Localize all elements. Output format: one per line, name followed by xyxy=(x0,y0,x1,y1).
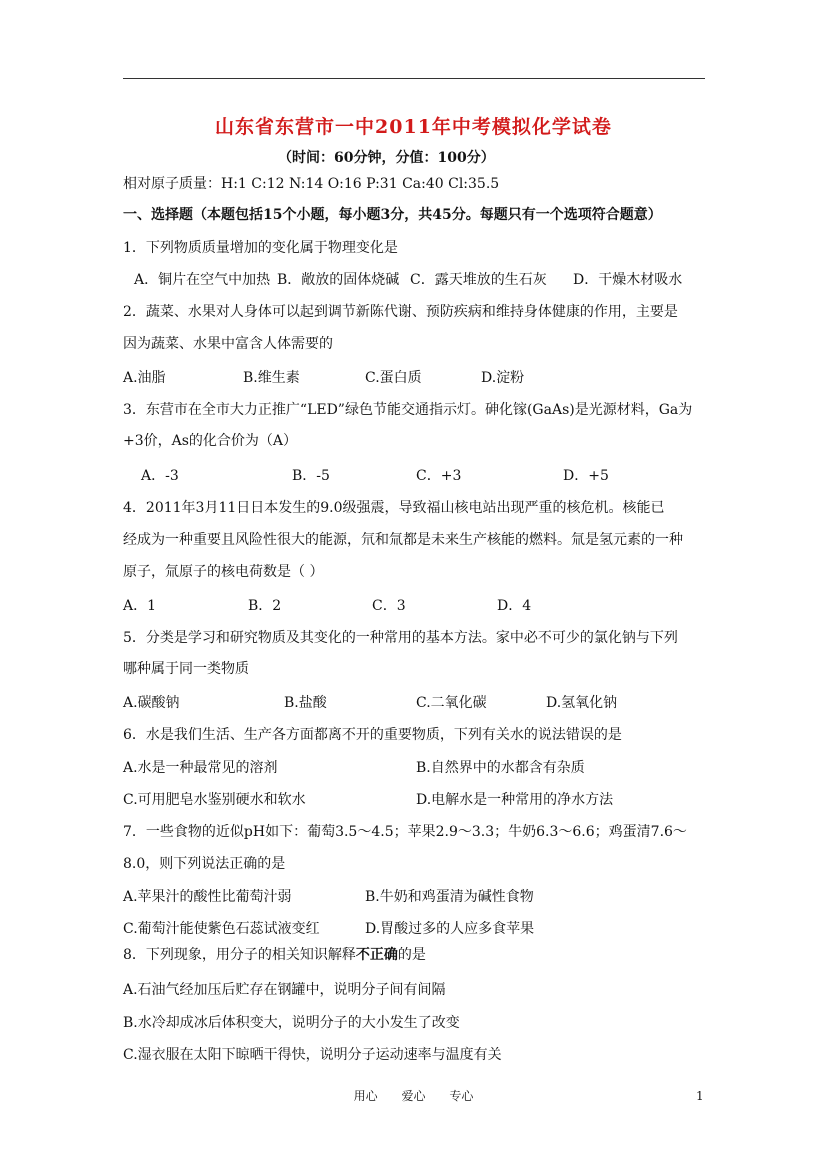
q4-option-c: C．3 xyxy=(372,598,406,614)
q2-option-b: B.维生素 xyxy=(243,370,300,386)
header-rule xyxy=(123,78,705,79)
q2-option-c: C.蛋白质 xyxy=(365,370,422,386)
question-3-stem-line1: 3．东营市在全市大力正推广“LED”绿色节能交通指示灯。砷化镓(GaAs)是光源材料，Ga为 xyxy=(123,402,693,418)
q3-option-b: B．-5 xyxy=(292,468,330,484)
q3-option-d: D．+5 xyxy=(563,468,609,484)
q1-option-c: C．露天堆放的生石灰 xyxy=(410,272,547,288)
q5-option-b: B.盐酸 xyxy=(284,695,327,711)
footer-text-2: 爱心 xyxy=(401,1089,426,1103)
q4-option-a: A．1 xyxy=(123,598,157,614)
question-8-stem xyxy=(123,945,426,965)
question-5-stem-line2: 哪种属于同一类物质 xyxy=(123,661,249,677)
question-4-stem-line2: 经成为一种重要且风险性很大的能源，氘和氚都是未来生产核能的燃料。氚是氢元素的一种 xyxy=(123,532,683,548)
footer-text-3: 专心 xyxy=(449,1089,474,1103)
question-2-stem-line2: 因为蔬菜、水果中富含人体需要的 xyxy=(123,336,333,352)
q7-option-b: B.牛奶和鸡蛋清为碱性食物 xyxy=(365,889,534,905)
question-3-stem-line2: +3价，As的化合价为（A） xyxy=(123,433,298,449)
question-5-stem-line1: 5．分类是学习和研究物质及其变化的一种常用的基本方法。家中必不可少的氯化钠与下列 xyxy=(123,630,678,646)
exam-title: 山东省东营市一中2011年中考模拟化学试卷 xyxy=(215,116,612,138)
q8-option-c: C.湿衣服在太阳下晾晒干得快，说明分子运动速率与温度有关 xyxy=(123,1047,502,1063)
q8-option-a: A.石油气经加压后贮存在钢罐中，说明分子间有间隔 xyxy=(123,982,446,998)
q2-option-d: D.淀粉 xyxy=(481,370,525,386)
q5-option-c: C.二氧化碳 xyxy=(416,695,487,711)
question-8-stem-pre: 8．下列现象，用分子的相关知识解释 xyxy=(123,947,356,963)
q2-option-a: A.油脂 xyxy=(123,370,166,386)
exam-subtitle: （时间：60分钟，分值：100分） xyxy=(278,150,495,166)
footer-text-1: 用心 xyxy=(353,1089,378,1103)
q6-option-d: D.电解水是一种常用的净水方法 xyxy=(416,792,614,808)
question-6-stem: 6．水是我们生活、生产各方面都离不开的重要物质，下列有关水的说法错误的是 xyxy=(123,727,622,743)
q1-option-d: D．干燥木材吸水 xyxy=(573,272,683,288)
q7-option-d: D.胃酸过多的人应多食苹果 xyxy=(365,921,535,937)
q1-option-a: A．铜片在空气中加热 xyxy=(134,272,271,288)
question-4-stem-line3: 原子，氚原子的核电荷数是（ ） xyxy=(123,564,324,580)
section-heading: 一、选择题（本题包括15个小题，每小题3分，共45分。每题只有一个选项符合题意） xyxy=(123,207,662,223)
q7-option-c: C.葡萄汁能使紫色石蕊试液变红 xyxy=(123,921,320,937)
question-7-stem-line1: 7．一些食物的近似pH如下：葡萄3.5～4.5；苹果2.9～3.3；牛奶6.3～6.6；鸡蛋清7.6～ xyxy=(123,824,687,840)
atomic-masses: 相对原子质量：H:1 C:12 N:14 O:16 P:31 Ca:40 Cl:35.5 xyxy=(123,176,500,192)
q4-option-b: B．2 xyxy=(248,598,282,614)
question-1-stem: 1．下列物质质量增加的变化属于物理变化是 xyxy=(123,240,398,256)
q6-option-b: B.自然界中的水都含有杂质 xyxy=(416,760,585,776)
question-2-stem-line1: 2．蔬菜、水果对人身体可以起到调节新陈代谢、预防疾病和维持身体健康的作用，主要是 xyxy=(123,304,678,320)
question-4-stem-line1: 4．2011年3月11日日本发生的9.0级强震，导致福山核电站出现严重的核危机。核能已 xyxy=(123,500,665,516)
question-8-stem-emphasis: 不正确 xyxy=(355,947,398,963)
q1-option-b: B．敞放的固体烧碱 xyxy=(277,272,400,288)
q3-option-c: C．+3 xyxy=(416,468,462,484)
q6-option-c: C.可用肥皂水鉴别硬水和软水 xyxy=(123,792,306,808)
q3-option-a: A．-3 xyxy=(141,468,179,484)
q5-option-d: D.氢氧化钠 xyxy=(546,695,618,711)
q6-option-a: A.水是一种最常见的溶剂 xyxy=(123,760,278,776)
question-8-stem-post: 的是 xyxy=(397,947,426,963)
q7-option-a: A.苹果汁的酸性比葡萄汁弱 xyxy=(123,889,292,905)
page-number: 1 xyxy=(696,1089,704,1103)
question-7-stem-line2: 8.0，则下列说法正确的是 xyxy=(123,856,286,872)
q8-option-b: B.水冷却成冰后体积变大，说明分子的大小发生了改变 xyxy=(123,1015,460,1031)
q4-option-d: D．4 xyxy=(497,598,532,614)
q5-option-a: A.碳酸钠 xyxy=(123,695,180,711)
